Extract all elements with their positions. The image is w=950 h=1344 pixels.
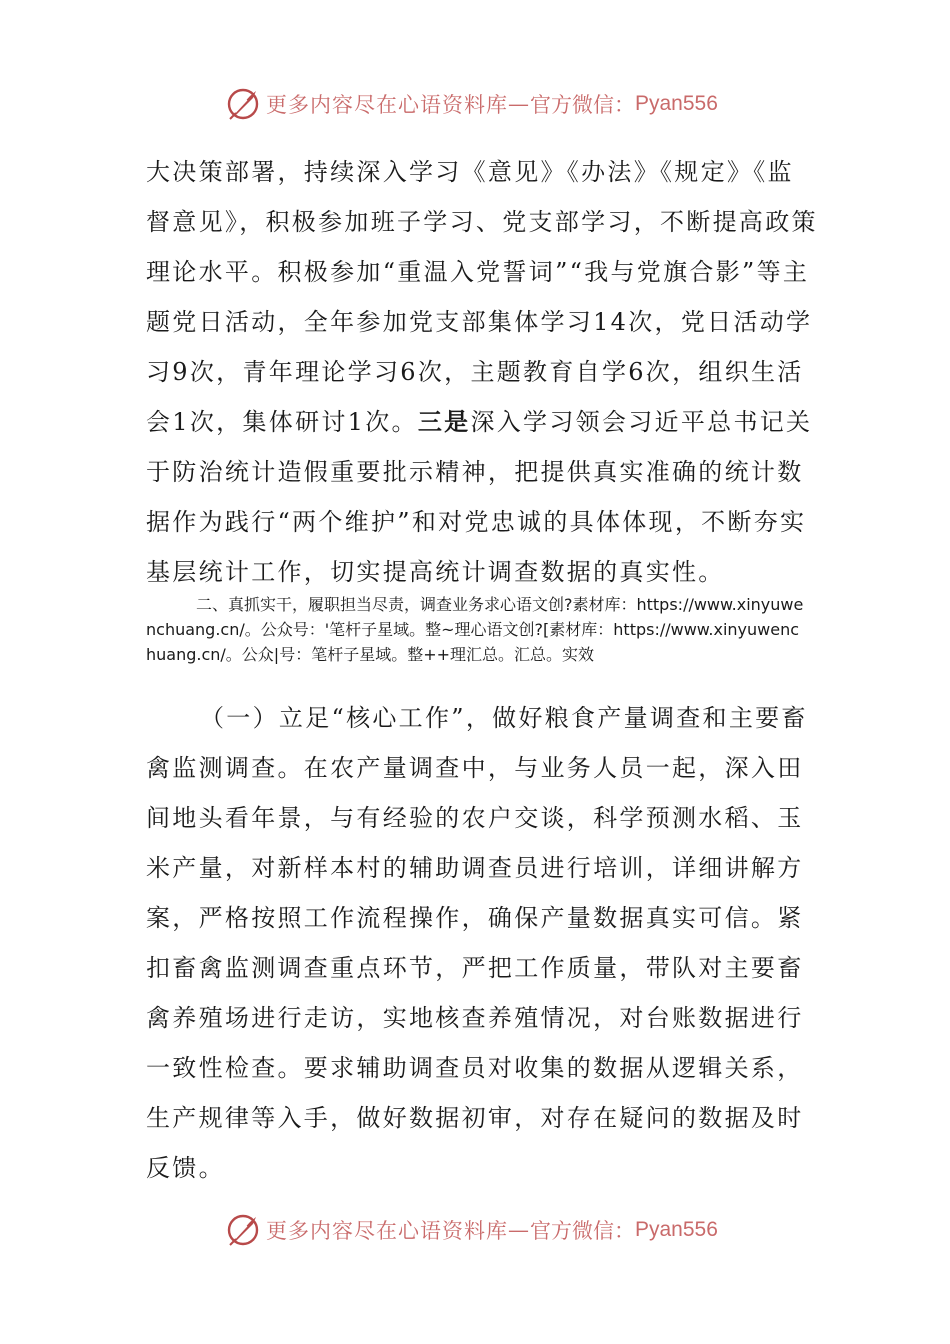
banner-wechat-label: 官方微信： (530, 1219, 635, 1243)
banner-wechat-id: Pyan556 (635, 1218, 718, 1241)
quill-pen-icon (226, 1212, 262, 1248)
paragraph-1-text-continued: 深入学习领会习近平总书记关于防治统计造假重要批示精神，把提供真实准确的统计数据作为践行“两个维护”和对党忠诚的具体体现，不断夯实基层统计工作，切实提高统计调查数据的真实性。 (146, 408, 813, 586)
body-paragraph-2: （一）立足“核心工作”，做好粮食产量调查和主要畜禽监测调查。在农产量调查中，与业务人员一起，深入田间地头看年景，与有经验的农户交谈，科学预测水稻、玉米产量，对新样本村的辅助调查员进行培训，详细讲解方案，严格按照工作流程操作，确保产量数据真实可信。紧扣畜禽监测调查重点环节，严把工作质量，带队对主要畜禽养殖场进行走访，实地核查养殖情况，对台账数据进行一致性检查。要求辅助调查员对收集的数据从逻辑关系，生产规律等入手，做好数据初审，对存在疑问的数据及时反馈。 (146, 704, 808, 1182)
banner-dash: — (508, 1218, 530, 1242)
body-paragraph-1 (146, 147, 818, 597)
banner-wechat-id: Pyan556 (635, 92, 718, 115)
section-heading-note: 二、真抓实干，履职担当尽责，调查业务求心语文创?素材库：https://www.xinyuwenchuang.cn/。公众号：'笔杆子星域。整~理心语文创?[素材库：https://www.xinyuwenchuang.cn/。公众|号：笔杆子星域。整++理汇总。汇总。实效 (146, 595, 804, 664)
banner-dash: — (508, 92, 530, 116)
footer-watermark-banner (226, 1210, 746, 1250)
banner-text: 更多内容尽在心语资料库 (266, 1219, 508, 1243)
banner-text: 更多内容尽在心语资料库 (266, 93, 508, 117)
banner-wechat-label: 官方微信： (530, 93, 635, 117)
paragraph-1-emphasis: 三是 (417, 407, 471, 436)
paragraph-1-text: 大决策部署，持续深入学习《意见》《办法》《规定》《监督意见》，积极参加班子学习、党支部学习，不断提高政策理论水平。积极参加“重温入党誓词”“我与党旗合影”等主题党日活动，全年参加党支部集体学习14次，党日活动学习9次，青年理论学习6次，主题教育自学6次，组织生活会1次，集体研讨1次。 (146, 158, 818, 436)
quill-pen-icon (226, 86, 262, 122)
header-watermark-banner (226, 84, 746, 124)
